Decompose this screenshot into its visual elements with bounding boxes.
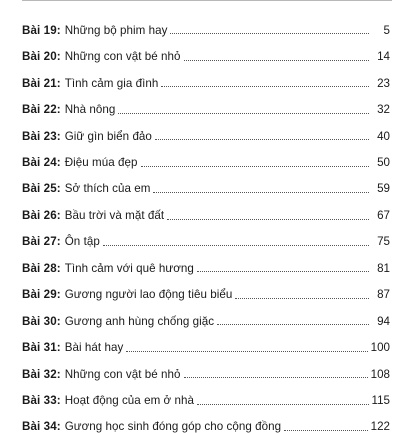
page-number: 23	[377, 76, 390, 90]
toc-entry[interactable]	[22, 407, 390, 433]
lesson-title: Tình cảm gia đình	[64, 76, 159, 90]
dot-leader	[197, 271, 369, 272]
toc-entry[interactable]	[22, 63, 390, 89]
page-number: 50	[377, 156, 390, 170]
toc-entry[interactable]	[22, 248, 390, 274]
page-number: 94	[377, 314, 390, 328]
lesson-title: Sở thích của em	[64, 182, 151, 196]
dot-leader	[155, 139, 369, 140]
dot-leader	[118, 113, 369, 114]
lesson-number: Bài 34:	[22, 420, 61, 433]
toc-entry[interactable]	[22, 380, 390, 406]
dot-leader	[103, 245, 369, 246]
page-number: 59	[377, 182, 390, 196]
toc-entry[interactable]	[22, 142, 390, 168]
toc-entry[interactable]	[22, 116, 390, 142]
lesson-number: Bài 29:	[22, 288, 61, 302]
lesson-number: Bài 30:	[22, 314, 61, 328]
lesson-number: Bài 31:	[22, 341, 61, 355]
dot-leader	[126, 351, 367, 352]
toc-entry[interactable]	[22, 354, 390, 380]
lesson-number: Bài 19:	[22, 23, 61, 37]
lesson-number: Bài 32:	[22, 367, 61, 381]
page-number: 14	[377, 50, 390, 64]
toc-entry[interactable]	[22, 274, 390, 300]
lesson-title: Những con vật bé nhỏ	[64, 367, 181, 381]
top-divider	[22, 0, 392, 1]
lesson-title: Những bộ phim hay	[64, 23, 168, 37]
lesson-number: Bài 23:	[22, 129, 61, 143]
page-number: 87	[377, 288, 390, 302]
toc-entry[interactable]	[22, 222, 390, 248]
lesson-number: Bài 21:	[22, 76, 61, 90]
dot-leader	[197, 404, 369, 405]
dot-leader	[235, 298, 369, 299]
lesson-title: Gương học sinh đóng góp cho cộng đồng	[64, 420, 282, 433]
lesson-title: Điệu múa đẹp	[64, 156, 138, 170]
toc-entry[interactable]	[22, 195, 390, 221]
page-number: 40	[377, 129, 390, 143]
lesson-number: Bài 25:	[22, 182, 61, 196]
dot-leader	[170, 33, 369, 34]
lesson-title: Bầu trời và mặt đất	[64, 208, 165, 222]
page-number: 115	[371, 393, 390, 407]
dot-leader	[141, 166, 369, 167]
dot-leader	[153, 192, 369, 193]
lesson-number: Bài 22:	[22, 103, 61, 117]
toc-entry[interactable]	[22, 89, 390, 115]
table-of-contents	[22, 10, 390, 433]
lesson-title: Tình cảm với quê hương	[64, 261, 194, 275]
dot-leader	[184, 377, 368, 378]
lesson-title: Gương anh hùng chống giặc	[64, 314, 215, 328]
page-number: 67	[377, 208, 390, 222]
toc-entry[interactable]	[22, 169, 390, 195]
page-number: 75	[377, 235, 390, 249]
lesson-title: Ôn tập	[64, 235, 100, 249]
lesson-number: Bài 28:	[22, 261, 61, 275]
page-number: 122	[370, 420, 390, 433]
lesson-number: Bài 20:	[22, 50, 61, 64]
dot-leader	[161, 86, 369, 87]
page-number: 32	[377, 103, 390, 117]
lesson-title: Bài hát hay	[64, 341, 124, 355]
lesson-title: Nhà nông	[64, 103, 116, 117]
dot-leader	[284, 430, 368, 431]
lesson-number: Bài 27:	[22, 235, 61, 249]
page-number: 108	[370, 367, 390, 381]
lesson-number: Bài 26:	[22, 208, 61, 222]
toc-entry[interactable]	[22, 10, 390, 36]
page-number: 81	[377, 261, 390, 275]
dot-leader	[167, 219, 369, 220]
page-number: 5	[383, 23, 390, 37]
lesson-title: Hoạt động của em ở nhà	[64, 393, 194, 407]
lesson-number: Bài 24:	[22, 156, 61, 170]
toc-entry[interactable]	[22, 301, 390, 327]
lesson-number: Bài 33:	[22, 393, 61, 407]
lesson-title: Gương người lao động tiêu biểu	[64, 288, 233, 302]
toc-entry[interactable]	[22, 327, 390, 353]
dot-leader	[217, 324, 369, 325]
lesson-title: Những con vật bé nhỏ	[64, 50, 181, 64]
dot-leader	[184, 60, 370, 61]
toc-entry[interactable]	[22, 36, 390, 62]
lesson-title: Giữ gìn biển đảo	[64, 129, 152, 143]
page-number: 100	[370, 341, 390, 355]
